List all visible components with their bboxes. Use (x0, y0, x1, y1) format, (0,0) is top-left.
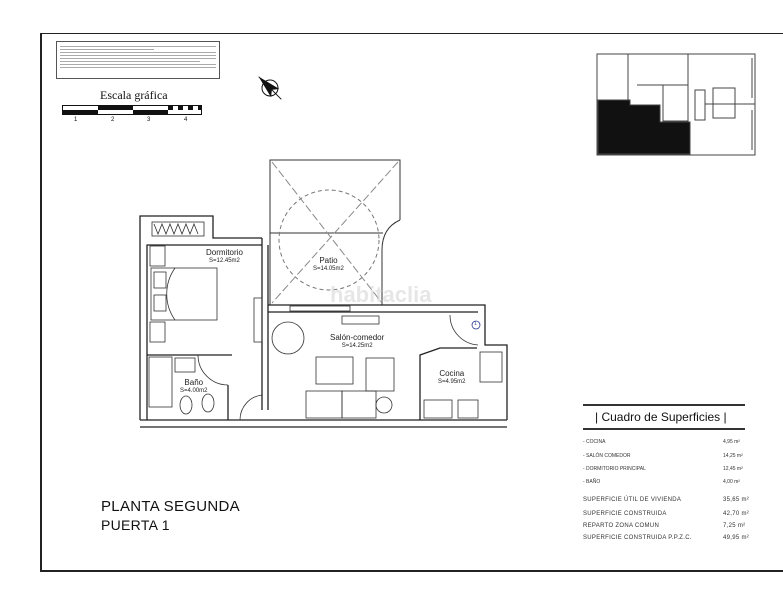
row-label: - BAÑO (583, 479, 601, 485)
armchair-icon (366, 358, 394, 391)
room-label-bano (180, 379, 208, 395)
row-value: 7,25 m² (723, 523, 746, 529)
room-area: S=12.45m2 (209, 258, 240, 264)
row-label: SUPERFICIE ÚTIL DE VIVIENDA (583, 497, 682, 503)
row-value: 35,65 m² (723, 497, 750, 503)
room-label-patio (313, 257, 344, 273)
scale-tick: 3 (147, 117, 151, 123)
total-row (583, 535, 783, 541)
table-row (583, 466, 783, 472)
door-marker: 1 (474, 321, 477, 327)
bed-icon (151, 268, 217, 320)
row-label: - DORMITORIO PRINCIPAL (583, 466, 646, 472)
room-name: Baño (184, 378, 204, 387)
row-value: 14,25 m² (723, 453, 743, 459)
sofa-icon (306, 391, 342, 418)
total-row (583, 511, 783, 517)
room-label-dormitorio (206, 249, 243, 265)
key-plan (597, 54, 755, 155)
total-row (583, 497, 783, 503)
room-name: Dormitorio (206, 248, 243, 257)
row-label: REPARTO ZONA COMUN (583, 523, 660, 529)
tv-icon (316, 357, 353, 384)
shower-icon (149, 357, 172, 407)
room-label-cocina (438, 370, 466, 386)
plan-title: PLANTA SEGUNDA (101, 498, 240, 515)
row-value: 4,00 m² (723, 479, 740, 485)
room-name: Salón-comedor (330, 333, 385, 342)
stove-icon (424, 400, 452, 418)
room-area: S=4.00m2 (180, 388, 208, 394)
row-label: SUPERFICIE CONSTRUIDA P.P.Z.C. (583, 535, 692, 541)
surface-table-title: | Cuadro de Superficies | (583, 404, 745, 430)
scale-tick: 1 (74, 117, 78, 123)
row-label: - COCINA (583, 439, 606, 445)
north-arrow-icon (253, 71, 287, 105)
room-name: Cocina (439, 369, 465, 378)
row-value: 4,95 m² (723, 439, 740, 445)
row-label: SUPERFICIE CONSTRUIDA (583, 511, 667, 517)
table-row (583, 453, 783, 459)
plan-subtitle: PUERTA 1 (101, 517, 170, 533)
row-value: 12,45 m² (723, 466, 743, 472)
table-row (583, 439, 783, 445)
room-area: S=14.05m2 (313, 266, 344, 272)
room-area: S=4.95m2 (438, 379, 466, 385)
table-row (583, 479, 783, 485)
row-label: - SALÓN COMEDOR (583, 453, 631, 459)
room-label-salon (330, 334, 384, 350)
watermark: habitaclia (330, 282, 432, 307)
surface-table (583, 400, 783, 541)
scale-tick: 2 (111, 117, 115, 123)
row-value: 42,70 m² (723, 511, 750, 517)
row-value: 49,95 m² (723, 535, 750, 541)
walls (140, 216, 507, 427)
total-row (583, 523, 783, 529)
dining-table-icon (272, 322, 304, 354)
room-name: Patio (319, 256, 338, 265)
room-area: S=14.25m2 (341, 343, 373, 349)
scale-tick: 4 (184, 117, 188, 123)
scale-title: Escala gráfica (100, 88, 168, 102)
